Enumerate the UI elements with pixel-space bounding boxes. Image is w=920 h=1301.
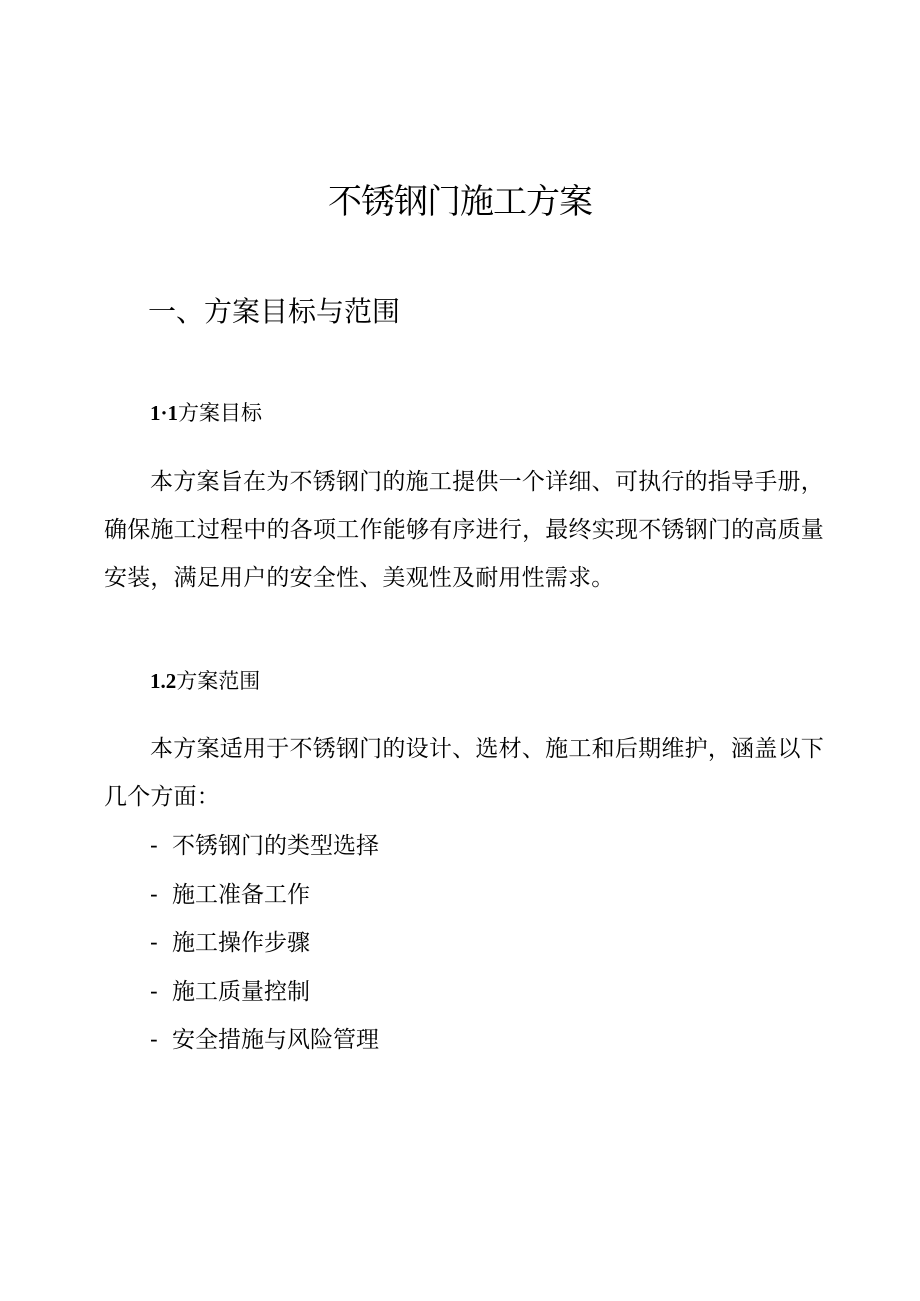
bullet-dash: - xyxy=(150,881,158,908)
document-title: 不锈钢门施工方案 xyxy=(328,182,592,222)
subsection-number: 1·1 xyxy=(150,401,179,425)
bullet-dash: - xyxy=(150,978,158,1005)
subsection-heading-goal xyxy=(150,398,262,428)
goal-paragraph: 本方案旨在为不锈钢门的施工提供一个详细、可执行的指导手册，确保施工过程中的各项工作能够有序进行，最终实现不锈钢门的高质量安装，满足用户的安全性、美观性及耐用性需求。 xyxy=(104,469,824,591)
bullet-dash: - xyxy=(150,930,158,956)
subsection-title: 方案范围 xyxy=(176,669,261,693)
list-item xyxy=(150,822,379,871)
list-item xyxy=(150,871,379,920)
scope-paragraph: 本方案适用于不锈钢门的设计、选材、施工和后期维护，涵盖以下几个方面： xyxy=(104,736,824,810)
section-heading: 一、方案目标与范围 xyxy=(148,295,401,328)
scope-list xyxy=(150,822,379,1065)
list-item xyxy=(150,919,379,968)
bullet-dash: - xyxy=(150,833,158,859)
subsection-title: 方案目标 xyxy=(178,401,263,425)
list-item xyxy=(150,968,379,1017)
bullet-dash: - xyxy=(150,1027,158,1053)
subsection-heading-scope xyxy=(150,666,260,696)
list-item-text: 施工准备工作 xyxy=(172,881,310,908)
list-item-text: 施工操作步骤 xyxy=(172,930,310,956)
list-item-text: 施工质量控制 xyxy=(172,978,310,1005)
subsection-number: 1.2 xyxy=(150,669,177,693)
list-item-text: 不锈钢门的类型选择 xyxy=(172,833,379,859)
list-item xyxy=(150,1016,379,1065)
list-item-text: 安全措施与风险管理 xyxy=(172,1027,379,1053)
